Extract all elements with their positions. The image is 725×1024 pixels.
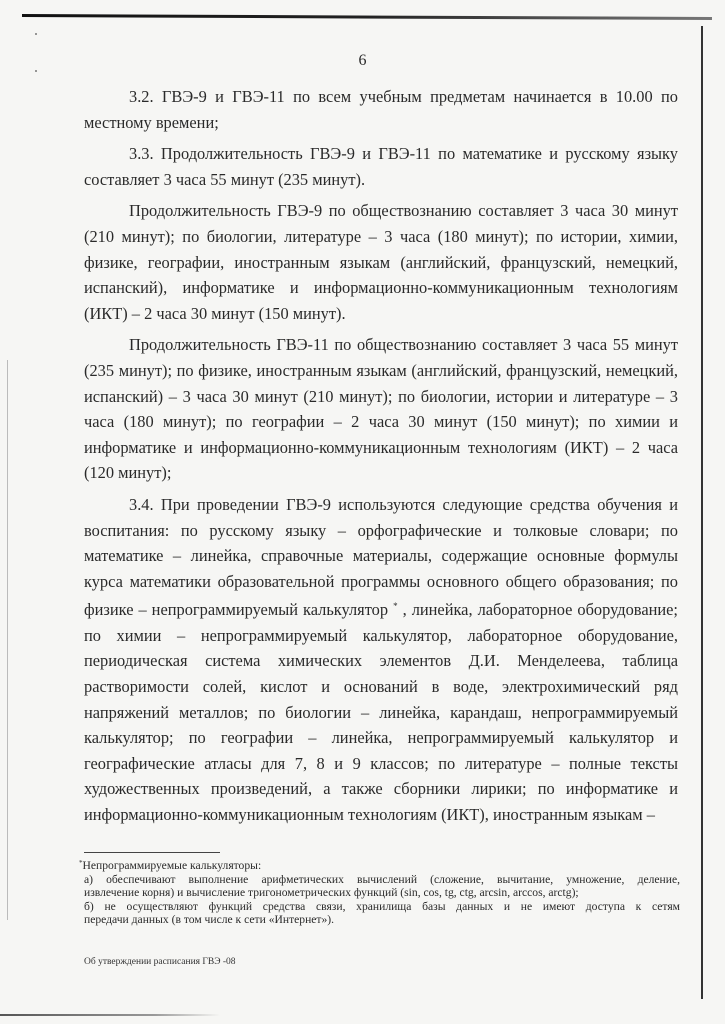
page-number: 6 <box>358 52 367 69</box>
footnote-separator <box>84 852 220 853</box>
footnote-title-line <box>79 857 680 873</box>
scan-edge-top <box>22 14 712 20</box>
footnote-title: Непрограммируемые калькуляторы: <box>82 859 262 872</box>
paragraph-3-4-text-end: , линейка, лабораторное оборудование; по химии – непрограммируемый калькулятор, лабораторное оборудование, периодическая система химических элементов Д.И. Менделеева, таблица растворимости солей, кислот и оснований в воде, электрохимический ряд напряжений металлов; по биологии – линейка, карандаш, непрограммируемый калькулятор; по географии – линейка, непрограммируемый калькулятор и географические атласы для 7, 8 и 9 классов; по литературе – полные тексты художественных произведений, а также сборники лирики; по информатике и информационно-коммуникационным технологиям (ИКТ), иностранным языкам – <box>84 600 678 825</box>
paragraph-3-2: 3.2. ГВЭ-9 и ГВЭ-11 по всем учебным предметам начинается в 10.00 по местному времени; <box>84 87 678 132</box>
scan-edge-left <box>7 360 8 920</box>
scan-edge-right <box>701 26 703 999</box>
document-body <box>84 84 678 834</box>
footnote-mark: * <box>79 859 83 867</box>
scan-edge-bottom <box>0 1014 220 1016</box>
paragraph-3-3: 3.3. Продолжительность ГВЭ-9 и ГВЭ-11 по математике и русскому языку составляет 3 часа 55 минут (235 минут). <box>84 144 678 189</box>
scan-speck <box>35 70 37 72</box>
footnote <box>79 857 680 927</box>
scan-speck <box>35 33 37 35</box>
footnote-line: передачи данных (в том числе к сети «Интернет»). <box>84 913 335 926</box>
footnote-line: извлечение корня) и вычисление тригонометрических функций (sin, cos, tg, ctg, arcsin, arccos, arctg); <box>84 886 579 899</box>
paragraph-gve11-duration: Продолжительность ГВЭ-11 по обществознанию составляет 3 часа 55 минут (235 минут); по физике, иностранным языкам (английский, французский, немецкий, испанский) – 3 часа 30 минут (210 минут); по биологии, истории и литературе – 3 часа (180 минут); по географии – 2 часа 30 минут (150 минут); по химии и информатике и информационно-коммуникационным технологиям (ИКТ) – 2 часа (120 минут); <box>84 335 678 483</box>
footnote-reference-mark: * <box>393 601 398 612</box>
footnote-line: б) не осуществляют функций средства связи, хранилища базы данных и не имеют доступа к сетям <box>84 899 680 913</box>
footnote-line: а) обеспечивают выполнение арифметических вычислений (сложение, вычитание, умножение, деление, <box>84 872 680 886</box>
paragraph-gve9-duration: Продолжительность ГВЭ-9 по обществознанию составляет 3 часа 30 минут (210 минут); по биологии, литературе – 3 часа (180 минут); по истории, химии, физике, географии, иностранным языкам (английский, французский, немецкий, испанский), информатике и информационно-коммуникационным технологиям (ИКТ) – 2 часа 30 минут (150 минут). <box>84 201 678 323</box>
paragraph-3-4-text-start: 3.4. При проведении ГВЭ-9 используются следующие средства обучения и воспитания: по русскому языку – орфографические и толковые словари; по математике – линейка, справочные материалы, содержащие основные формулы курса математики образовательной программы основного общего образования; по физике – непрограммируемый калькулятор <box>84 494 678 620</box>
page-footer: Об утверждении расписания ГВЭ -08 <box>84 957 236 967</box>
paragraph-3-4 <box>84 492 678 828</box>
